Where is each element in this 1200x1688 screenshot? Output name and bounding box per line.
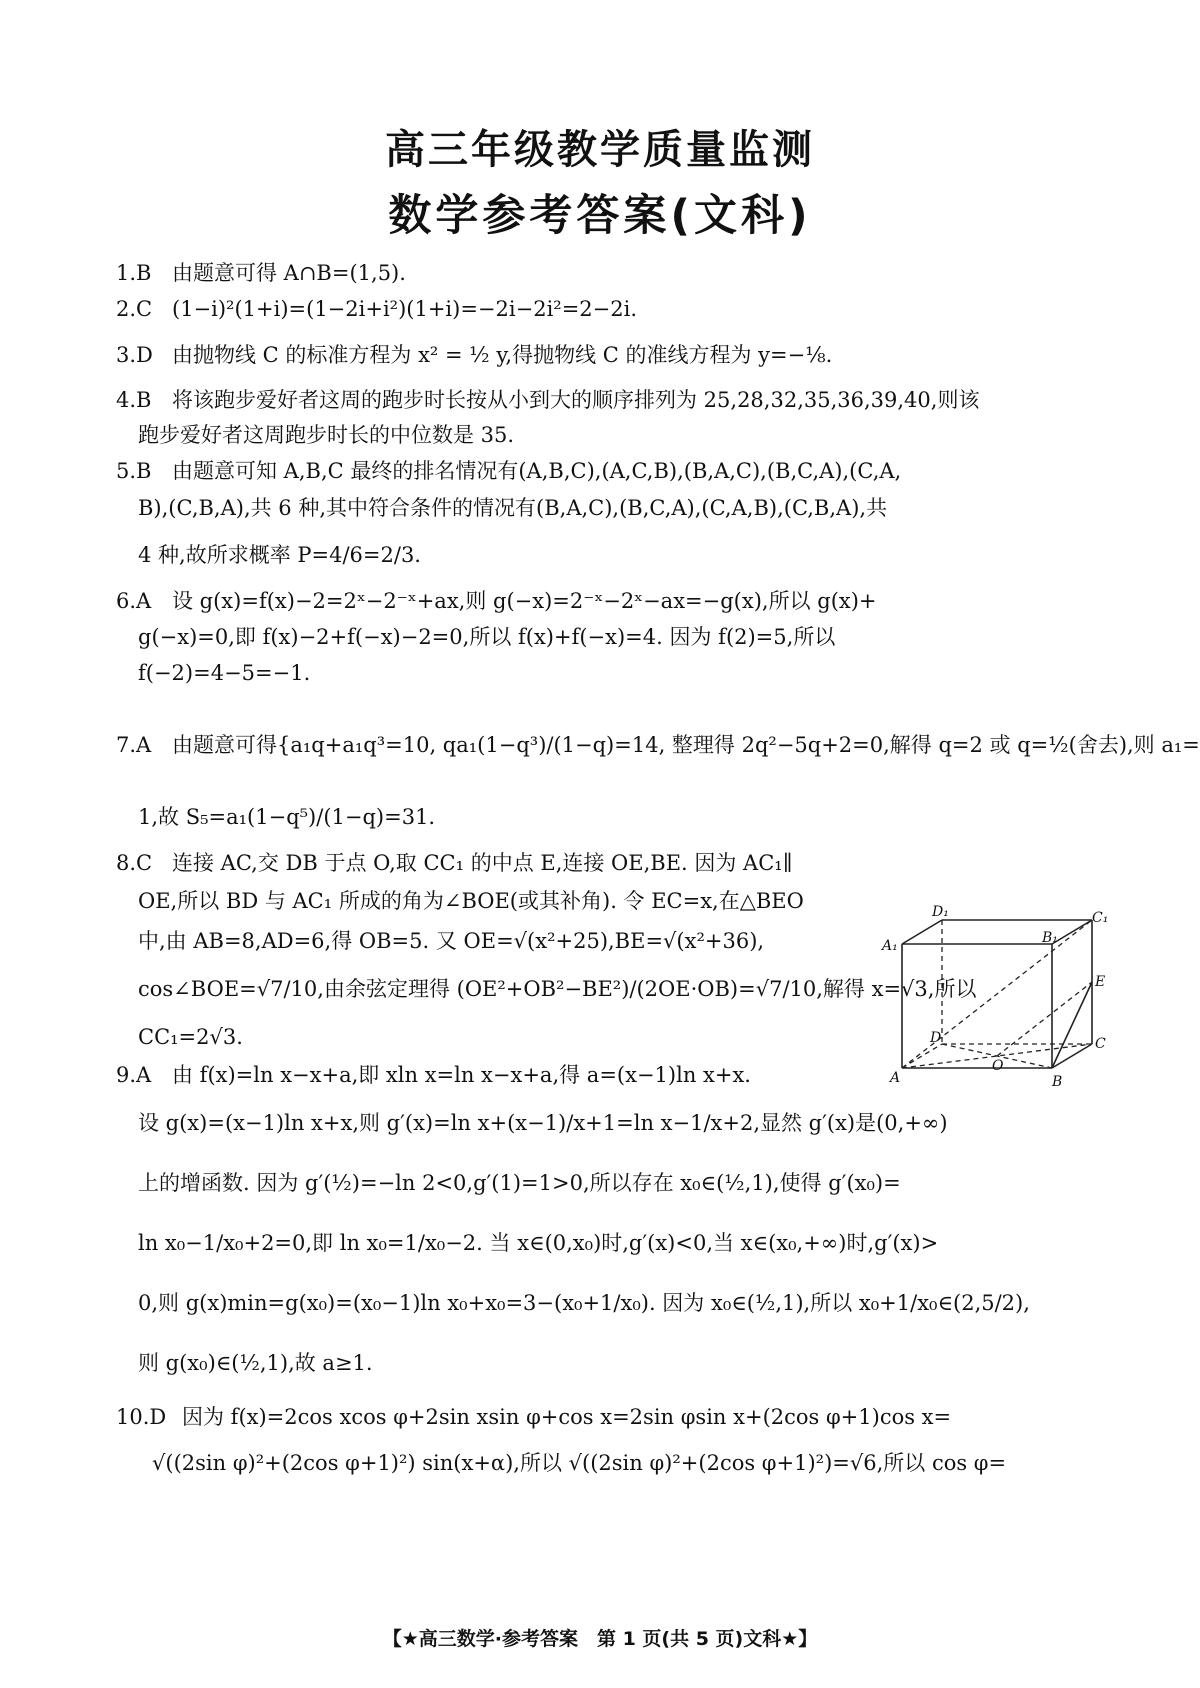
page-subtitle: 数学参考答案(文科) <box>388 191 812 241</box>
answer-text: (1−i)²(1+i)=(1−2i+i²)(1+i)=−2i−2i²=2−2i. <box>172 297 638 321</box>
label-O: O <box>992 1058 1004 1074</box>
answer-text: 由题意可知 A,B,C 最终的排名情况有(A,B,C),(A,C,B),(B,A,C),(B,C,A),(C,A, <box>172 459 902 483</box>
label-C: C <box>1095 1036 1106 1052</box>
answer-text: B),(C,B,A),共 6 种,其中符合条件的情况有(B,A,C),(B,C,A),(C,A,B),(C,B,A),共 <box>138 496 888 520</box>
label-A1: A₁ <box>882 938 898 954</box>
answer-text: f(−2)=4−5=−1. <box>138 661 311 685</box>
answer-text: g(−x)=0,即 f(x)−2+f(−x)−2=0,所以 f(x)+f(−x)=4. 因为 f(2)=5,所以 <box>138 625 836 649</box>
answer-number: 9.A <box>116 1063 152 1087</box>
answer-text: 跑步爱好者这周跑步时长的中位数是 35. <box>138 423 515 447</box>
answer-number: 5.B <box>116 459 152 483</box>
answer-text: 1,故 S₅=a₁(1−q⁵)/(1−q)=31. <box>138 805 436 829</box>
label-B1: B₁ <box>1042 930 1058 946</box>
page-title: 高三年级教学质量监测 <box>385 127 815 173</box>
answer-text: 将该跑步爱好者这周的跑步时长按从小到大的顺序排列为 25,28,32,35,36,39,40,则该 <box>172 388 980 412</box>
answer-text: 由题意可得{a₁q+a₁q³=10, qa₁(1−q³)/(1−q)=14, 整理得 2q²−5q+2=0,解得 q=2 或 q=½(舍去),则 a₁= <box>172 733 1200 757</box>
answer-text: cos∠BOE=√7/10,由余弦定理得 (OE²+OB²−BE²)/(2OE·OB)=√7/10,解得 x=√3,所以 <box>138 977 977 1001</box>
answer-text: 4 种,故所求概率 P=4/6=2/3. <box>138 543 421 567</box>
answer-text: √((2sin φ)²+(2cos φ+1)²) sin(x+α),所以 √((2sin φ)²+(2cos φ+1)²)=√6,所以 cos φ= <box>152 1451 1007 1475</box>
answer-text: 由题意可得 A∩B=(1,5). <box>172 261 406 285</box>
answer-text: 设 g(x)=(x−1)ln x+x,则 g′(x)=ln x+(x−1)/x+1=ln x−1/x+2,显然 g′(x)是(0,+∞) <box>138 1111 948 1135</box>
answer-text: CC₁=2√3. <box>138 1025 243 1049</box>
answer-number: 1.B <box>116 261 152 285</box>
answer-text: 上的增函数. 因为 g′(½)=−ln 2<0,g′(1)=1>0,所以存在 x₀∈(½,1),使得 g′(x₀)= <box>138 1171 901 1195</box>
label-C1: C₁ <box>1092 910 1109 926</box>
answer-text: 由抛物线 C 的标准方程为 x² = ½ y,得抛物线 C 的准线方程为 y=−⅛. <box>172 343 833 367</box>
page-footer: 【★高三数学·参考答案 第 1 页(共 5 页)文科★】 <box>382 1628 818 1650</box>
label-D: D <box>930 1030 942 1046</box>
answer-text: 设 g(x)=f(x)−2=2ˣ−2⁻ˣ+ax,则 g(−x)=2⁻ˣ−2ˣ−ax=−g(x),所以 g(x)+ <box>172 589 877 613</box>
answer-text: ln x₀−1/x₀+2=0,即 ln x₀=1/x₀−2. 当 x∈(0,x₀)时,g′(x)<0,当 x∈(x₀,+∞)时,g′(x)> <box>138 1231 939 1255</box>
cuboid-figure <box>882 904 1109 1106</box>
answer-number: 10.D <box>116 1405 167 1429</box>
label-A: A <box>890 1070 901 1086</box>
label-D1: D₁ <box>932 904 949 920</box>
answer-text: 连接 AC,交 DB 于点 O,取 CC₁ 的中点 E,连接 OE,BE. 因为 AC₁∥ <box>172 851 793 875</box>
answer-number: 8.C <box>116 851 153 875</box>
answer-text: 0,则 g(x)min=g(x₀)=(x₀−1)ln x₀+x₀=3−(x₀+1/x₀). 因为 x₀∈(½,1),所以 x₀+1/x₀∈(2,5/2), <box>138 1291 1030 1315</box>
answer-text: 中,由 AB=8,AD=6,得 OB=5. 又 OE=√(x²+25),BE=√(x²+36), <box>138 929 765 953</box>
answer-text: 因为 f(x)=2cos xcos φ+2sin xsin φ+cos x=2sin φsin x+(2cos φ+1)cos x= <box>182 1405 952 1429</box>
answer-text: 由 f(x)=ln x−x+a,即 xln x=ln x−x+a,得 a=(x−1)ln x+x. <box>172 1063 751 1087</box>
answer-text: OE,所以 BD 与 AC₁ 所成的角为∠BOE(或其补角). 令 EC=x,在△BEO <box>138 889 804 913</box>
label-B: B <box>1052 1074 1063 1090</box>
answer-number: 7.A <box>116 733 152 757</box>
answer-number: 3.D <box>116 343 153 367</box>
label-E: E <box>1095 974 1106 990</box>
answer-number: 6.A <box>116 589 152 613</box>
answer-number: 2.C <box>116 297 153 321</box>
answer-number: 4.B <box>116 388 152 412</box>
answer-text: 则 g(x₀)∈(½,1),故 a≥1. <box>138 1351 373 1375</box>
